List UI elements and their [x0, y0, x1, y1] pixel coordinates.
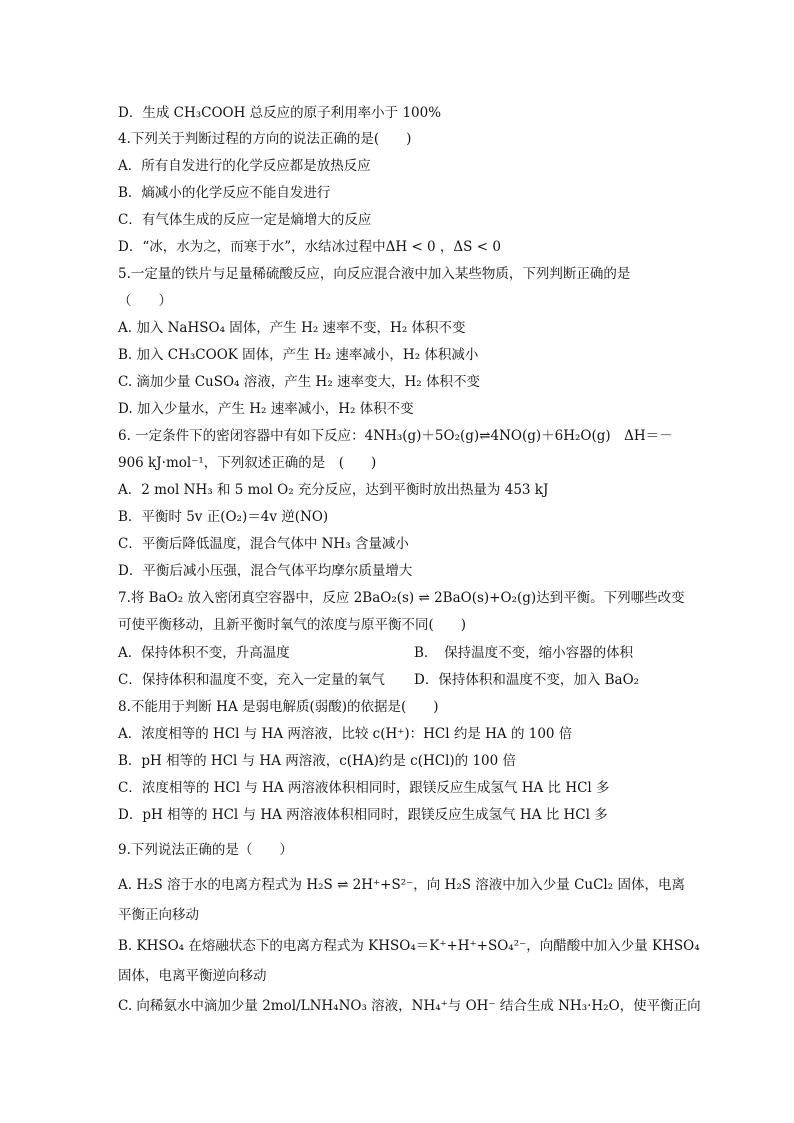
- q8-option-d: D．pH 相等的 HCl 与 HA 两溶液体积相同时，跟镁反应生成氢气 HA 比 HCl 多: [118, 807, 608, 823]
- q5-option-d: D. 加入少量水，产生 H₂ 速率减小，H₂ 体积不变: [118, 401, 414, 417]
- q8-stem: 8.不能用于判断 HA 是弱电解质(弱酸)的依据是( ): [118, 699, 439, 715]
- q5-stem-paren: （ ）: [118, 293, 172, 309]
- q9-option-c: C. 向稀氨水中滴加少量 2mol/LNH₄NO₃ 溶液，NH₄⁺与 OH⁻ 结合生成 NH₃·H₂O，使平衡正向: [118, 998, 701, 1014]
- q4-stem: 4.下列关于判断过程的方向的说法正确的是( ): [118, 131, 412, 147]
- q9-option-a-cont: 平衡正向移动: [118, 907, 199, 923]
- q9-option-b: B. KHSO₄ 在熔融状态下的电离方程式为 KHSO₄＝K⁺+H⁺+SO₄²⁻，向醋酸中加入少量 KHSO₄: [118, 938, 700, 954]
- q4-option-c: C．有气体生成的反应一定是熵增大的反应: [118, 212, 372, 228]
- q5-stem: 5.一定量的铁片与足量稀硫酸反应，向反应混合液中加入某些物质，下列判断正确的是: [118, 266, 631, 282]
- q5-option-b: B. 加入 CH₃COOK 固体，产生 H₂ 速率减小，H₂ 体积减小: [118, 347, 479, 363]
- q7-stem: 7.将 BaO₂ 放入密闭真空容器中，反应 2BaO₂(s) ⇌ 2BaO(s)+O₂(g)达到平衡。下列哪些改变: [118, 590, 685, 606]
- q6-option-c: C．平衡后降低温度，混合气体中 NH₃ 含量减小: [118, 536, 409, 552]
- q4-option-d: D．“冰，水为之，而寒于水”，水结冰过程中ΔH < 0 ，ΔS < 0: [118, 239, 501, 255]
- q8-option-b: B．pH 相等的 HCl 与 HA 两溶液，c(HA)约是 c(HCl)的 100 倍: [118, 753, 517, 769]
- q6-option-a: A．2 mol NH₃ 和 5 mol O₂ 充分反应，达到平衡时放出热量为 453 kJ: [118, 482, 549, 498]
- q6-option-b: B．平衡时 5v 正(O₂)＝4v 逆(NO): [118, 509, 329, 525]
- q9-option-b-cont: 固体，电离平衡逆向移动: [118, 968, 267, 984]
- q5-option-c: C. 滴加少量 CuSO₄ 溶液，产生 H₂ 速率变大，H₂ 体积不变: [118, 374, 481, 390]
- q9-stem: 9.下列说法正确的是（ ）: [118, 842, 293, 858]
- q9-option-a: A. H₂S 溶于水的电离方程式为 H₂S ⇌ 2H⁺+S²⁻，向 H₂S 溶液中加入少量 CuCl₂ 固体，电离: [118, 877, 685, 893]
- q7-option-d: D．保持体积和温度不变，加入 BaO₂: [414, 672, 640, 688]
- q8-option-c: C．浓度相等的 HCl 与 HA 两溶液体积相同时，跟镁反应生成氢气 HA 比 HCl 多: [118, 780, 610, 796]
- q8-option-a: A．浓度相等的 HCl 与 HA 两溶液，比较 c(H⁺)：HCl 约是 HA 的 100 倍: [118, 726, 573, 742]
- q6-stem-cont: 906 kJ·mol⁻¹，下列叙述正确的是 ( ): [118, 455, 377, 471]
- q7-option-a: A．保持体积不变，升高温度: [118, 645, 290, 661]
- q3-option-d: D．生成 CH₃COOH 总反应的原子利用率小于 100%: [118, 105, 442, 121]
- q5-option-a: A. 加入 NaHSO₄ 固体，产生 H₂ 速率不变，H₂ 体积不变: [118, 320, 466, 336]
- q6-stem: 6. 一定条件下的密闭容器中有如下反应：4NH₃(g)＋5O₂(g)⇌4NO(g)＋6H₂O(g) ΔH＝－: [118, 428, 673, 444]
- q7-option-c: C．保持体积和温度不变，充入一定量的氧气: [118, 672, 385, 688]
- q4-option-a: A．所有自发进行的化学反应都是放热反应: [118, 158, 371, 174]
- q7-option-b: B． 保持温度不变，缩小容器的体积: [414, 645, 634, 661]
- q4-option-b: B．熵减小的化学反应不能自发进行: [118, 185, 331, 201]
- q7-stem-cont: 可使平衡移动，且新平衡时氧气的浓度与原平衡不同( ): [118, 617, 467, 633]
- q6-option-d: D．平衡后减小压强，混合气体平均摩尔质量增大: [118, 563, 413, 579]
